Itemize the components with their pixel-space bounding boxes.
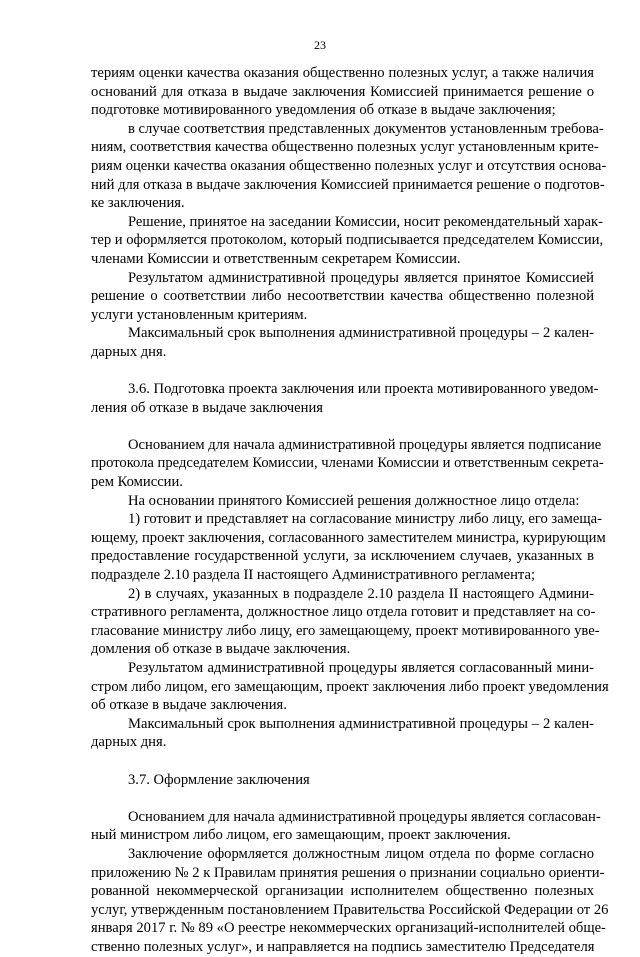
text-line: ления об отказе в выдаче заключения — [91, 399, 323, 416]
text-line: рем Комиссии. — [91, 474, 183, 491]
text-line: оснований для отказа в выдаче заключения Комиссией принимается решение о — [91, 83, 594, 100]
text-line: услуг, утвержденным постановлением Правительства Российской Федерации от 26 — [91, 901, 609, 918]
text-line: гласование министру либо лицу, его замещающему, проект мотивированного уве- — [91, 622, 600, 639]
text-line: Заключение оформляется должностным лицом отдела по форме согласно — [128, 845, 594, 862]
paragraph — [91, 436, 604, 492]
text-line: Результатом административной процедуры является согласованный мини- — [128, 660, 594, 676]
document-body — [91, 64, 609, 957]
text-line: членами Комиссии и ответственным секретарем Комиссии. — [91, 250, 461, 267]
text-line: стративного регламента, должностное лицо отдела готовит и представляет на со- — [91, 604, 596, 621]
text-line: домления об отказе в выдаче заключения. — [91, 641, 351, 658]
text-line: подготовке мотивированного уведомления об отказе в выдаче заключения; — [91, 102, 556, 119]
text-line: 2) в случаях, указанных в подразделе 2.10 раздела II настоящего Админи- — [128, 585, 594, 602]
paragraph — [91, 510, 606, 584]
text-line: Решение, принятое на заседании Комиссии, носит рекомендательный харак- — [128, 213, 603, 230]
paragraph — [91, 492, 594, 511]
paragraph-gap — [91, 752, 594, 771]
text-line: риям оценки качества оказания общественно полезных услуг и отсутствия основа- — [91, 157, 607, 174]
paragraph — [91, 324, 594, 361]
paragraph-gap — [91, 362, 594, 381]
text-line: Основанием для начала административной процедуры является согласован- — [128, 808, 601, 825]
paragraph — [91, 715, 594, 752]
paragraph — [91, 771, 594, 790]
text-line: ный министром либо лицом, его замещающим, проект заключения. — [91, 827, 511, 844]
text-line: стром либо лицом, его замещающим, проект заключения либо проект уведомления — [91, 678, 609, 695]
text-line: тер и оформляется протоколом, который подписывается председателем Комиссии, — [91, 232, 604, 249]
text-line: ке заключения. — [91, 195, 185, 212]
text-line: На основании принятого Комиссией решения должностное лицо отдела: — [128, 492, 580, 509]
text-line: об отказе в выдаче заключения. — [91, 697, 287, 714]
text-line: Максимальный срок выполнения административной процедуры – 2 кален- — [128, 325, 594, 342]
text-line: ющему, проект заключения, согласованного заместителем министра, курирующим — [91, 529, 606, 546]
text-line: протокола председателем Комиссии, членами Комиссии и ответственным секрета- — [91, 455, 604, 472]
text-line: дарных дня. — [91, 343, 167, 360]
paragraph — [91, 845, 609, 957]
text-line: Результатом административной процедуры является принятое Комиссией — [128, 269, 594, 286]
text-line: ниям, соответствия качества общественно полезных услуг установленным крите- — [91, 139, 599, 156]
text-line: дарных дня. — [91, 734, 167, 751]
paragraph — [91, 269, 594, 325]
paragraph — [91, 120, 607, 213]
text-line: января 2017 г. № 89 «О реестре некоммерческих организаций-исполнителей обще- — [91, 920, 606, 937]
text-line: териям оценки качества оказания общественно полезных услуг, а также наличия — [91, 65, 594, 81]
text-line: услуги установленным критериям. — [91, 306, 308, 323]
text-line: Максимальный срок выполнения административной процедуры – 2 кален- — [128, 715, 594, 732]
text-line: подразделе 2.10 раздела II настоящего Административного регламента; — [91, 567, 536, 584]
paragraph — [91, 380, 599, 417]
text-line: 3.7. Оформление заключения — [128, 771, 310, 788]
text-line: 1) готовит и представляет на согласование министру либо лицу, его замеща- — [128, 511, 602, 528]
text-line: решение о соответствии либо несоответствии качества общественно полезной — [91, 288, 594, 305]
paragraph-gap — [91, 789, 594, 808]
text-line: приложению № 2 к Правилам принятия решения о признании социально ориенти- — [91, 864, 605, 881]
text-line: 3.6. Подготовка проекта заключения или проекта мотивированного уведом- — [128, 381, 599, 398]
text-line: рованной некоммерческой организации исполнителем общественно полезных — [91, 883, 594, 900]
paragraph — [91, 808, 601, 845]
paragraph — [91, 585, 600, 659]
paragraph — [91, 659, 609, 715]
paragraph — [91, 213, 604, 269]
text-line: в случае соответствия представленных документов установленным требова- — [128, 120, 604, 137]
paragraph — [91, 64, 594, 120]
text-line: ний для отказа в выдаче заключения Комиссией принимается решение о подготов- — [91, 176, 605, 193]
text-line: ственно полезных услуг», и направляется на подпись заместителю Председателя — [91, 938, 595, 955]
paragraph-gap — [91, 417, 594, 436]
text-line: предоставление государственной услуги, за исключением случаев, указанных в — [91, 548, 594, 565]
page-number: 23 — [314, 38, 326, 52]
text-line: Основанием для начала административной процедуры является подписание — [128, 436, 602, 453]
